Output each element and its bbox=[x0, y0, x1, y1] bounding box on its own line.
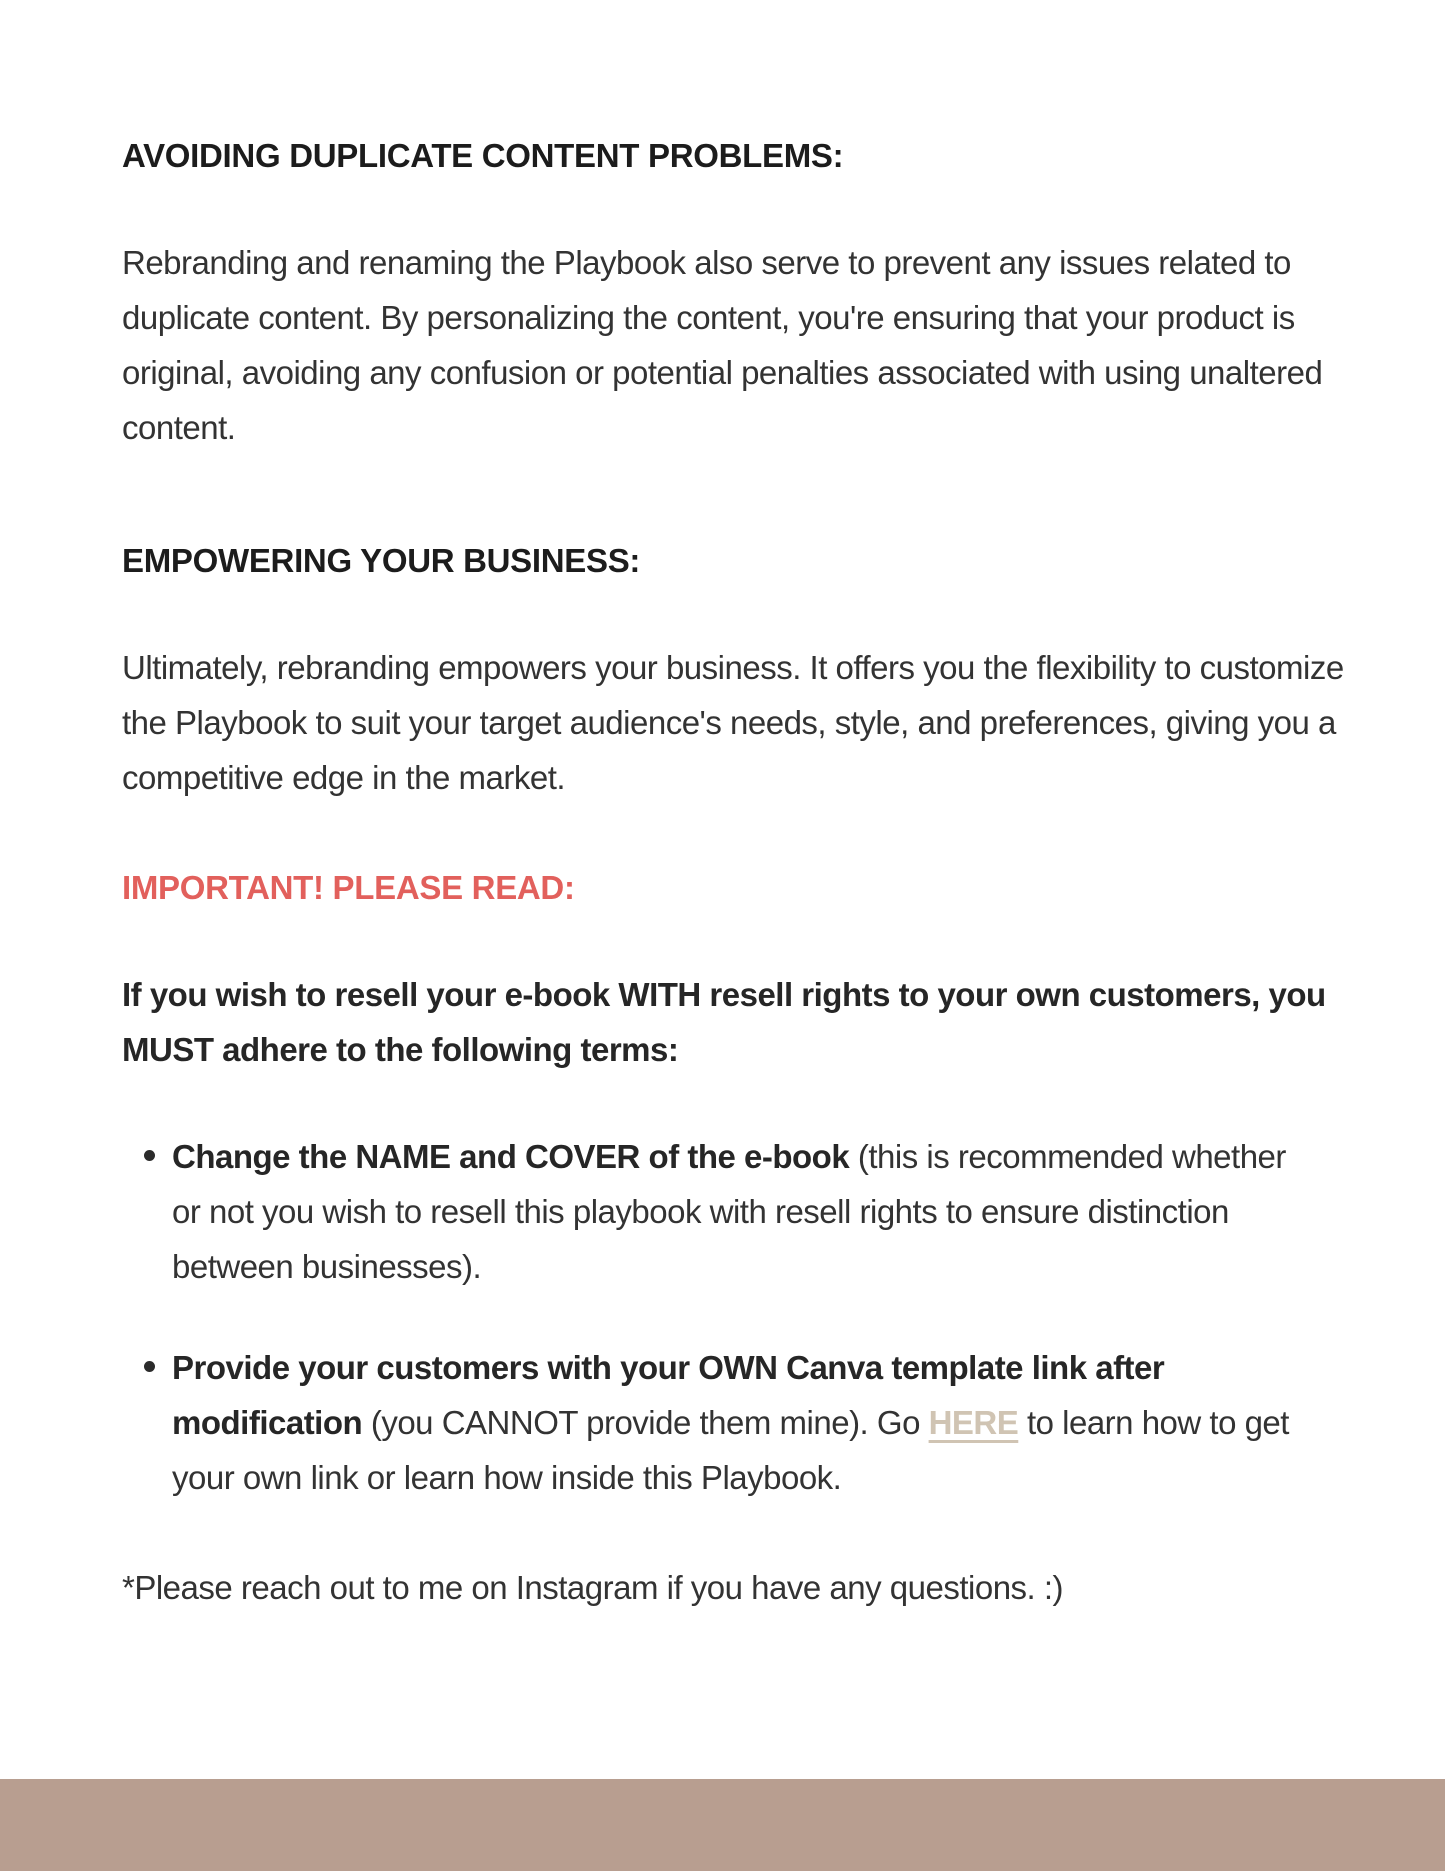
bullet-text: (you CANNOT provide them mine). Go bbox=[362, 1404, 929, 1441]
paragraph-duplicate-content: Rebranding and renaming the Playbook also serve to prevent any issues related to duplicate content. By personalizing the content, you're ensuring that your product is original, avoiding any confusion or potential penalties associated with using unaltered content. bbox=[122, 244, 1323, 446]
instagram-footnote: *Please reach out to me on Instagram if you have any questions. :) bbox=[122, 1569, 1064, 1606]
section-heading-duplicate-content: AVOIDING DUPLICATE CONTENT PROBLEMS: bbox=[122, 137, 844, 174]
bullet-text: (this is recommended whether or not you wish to resell this playbook with resell rights to ensure distinction between businesses). bbox=[172, 1138, 1286, 1285]
bullet-bold-text: Provide your customers with your OWN Canva template link after modification bbox=[172, 1349, 1165, 1441]
resell-terms-intro: If you wish to resell your e-book WITH resell rights to your own customers, you MUST adhere to the following terms: bbox=[122, 976, 1326, 1068]
paragraph-empowering-business: Ultimately, rebranding empowers your business. It offers you the flexibility to customize the Playbook to suit your target audience's needs, style, and preferences, giving you a competitive edge in the market. bbox=[122, 649, 1344, 796]
list-item-provide-own-link bbox=[122, 1340, 1362, 1505]
section-heading-important-please-read: IMPORTANT! PLEASE READ: bbox=[122, 869, 575, 906]
footer-bar bbox=[0, 1779, 1445, 1871]
section-heading-empowering-business: EMPOWERING YOUR BUSINESS: bbox=[122, 542, 641, 579]
bullet-bold-text: Change the NAME and COVER of the e-book bbox=[172, 1138, 850, 1175]
here-link[interactable]: HERE bbox=[928, 1404, 1019, 1441]
terms-list bbox=[122, 1129, 1362, 1505]
bullet-text: to learn how to get your own link or learn how inside this Playbook. bbox=[172, 1404, 1289, 1496]
list-item-change-name-cover bbox=[122, 1129, 1362, 1294]
